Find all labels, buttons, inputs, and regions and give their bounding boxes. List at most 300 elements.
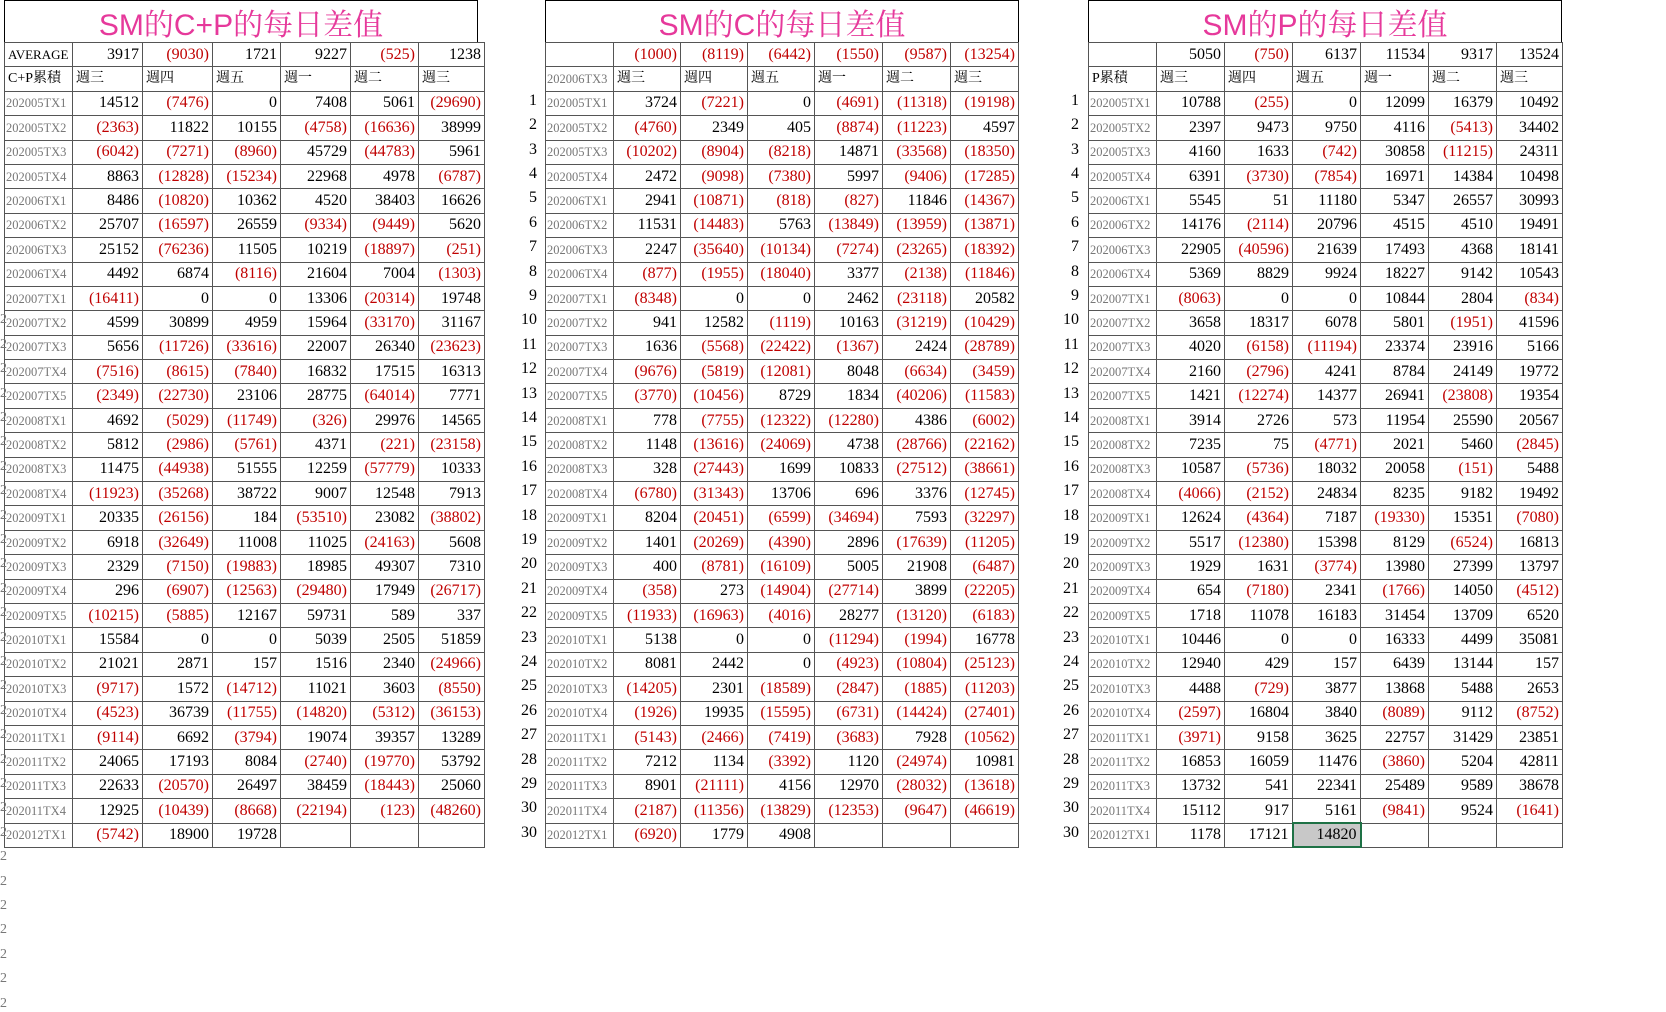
value-cell[interactable]: 4692 (73, 408, 143, 432)
value-cell[interactable]: 9473 (1225, 116, 1293, 140)
row-label-cell[interactable]: 202005TX3 (546, 140, 614, 164)
value-cell[interactable]: 18032 (1293, 457, 1361, 481)
value-cell[interactable]: 14050 (1429, 579, 1497, 603)
value-cell[interactable]: (57779) (351, 457, 419, 481)
value-cell[interactable]: 0 (143, 628, 213, 652)
value-cell[interactable]: 13868 (1361, 677, 1429, 701)
value-cell[interactable]: (9841) (1361, 799, 1429, 823)
value-cell[interactable]: (6907) (143, 579, 213, 603)
value-cell[interactable]: (11933) (614, 603, 681, 627)
value-cell[interactable]: 10155 (213, 116, 281, 140)
value-cell[interactable]: (12274) (1225, 384, 1293, 408)
value-cell[interactable]: 59731 (281, 603, 351, 627)
value-cell[interactable]: (5736) (1225, 457, 1293, 481)
value-cell[interactable]: 3625 (1293, 725, 1361, 749)
value-cell[interactable]: (5885) (143, 603, 213, 627)
row-label-cell[interactable]: 202011TX1 (546, 725, 614, 749)
row-label-cell[interactable]: 202008TX2 (5, 433, 73, 457)
value-cell[interactable]: 0 (1225, 286, 1293, 310)
row-label-cell[interactable]: 202010TX1 (1089, 628, 1157, 652)
value-cell[interactable]: 2341 (1293, 579, 1361, 603)
value-cell[interactable]: 51 (1225, 189, 1293, 213)
row-label-cell[interactable]: 202008TX3 (5, 457, 73, 481)
row-label-cell[interactable]: 202011TX2 (546, 750, 614, 774)
value-cell[interactable]: (18897) (351, 238, 419, 262)
value-cell[interactable]: 3603 (351, 677, 419, 701)
value-cell[interactable]: (1303) (419, 262, 485, 286)
value-cell[interactable]: (28789) (951, 335, 1019, 359)
value-cell[interactable]: (33568) (883, 140, 951, 164)
value-cell[interactable]: 13732 (1157, 774, 1225, 798)
value-cell[interactable]: 38403 (351, 189, 419, 213)
value-cell[interactable]: 36739 (143, 701, 213, 725)
value-cell[interactable]: 19772 (1497, 360, 1563, 384)
row-label-cell[interactable]: 202010TX2 (546, 652, 614, 676)
value-cell[interactable]: 9227 (281, 43, 351, 67)
value-cell[interactable]: (22205) (951, 579, 1019, 603)
value-cell[interactable]: (26717) (419, 579, 485, 603)
value-cell[interactable]: (20570) (143, 774, 213, 798)
value-cell[interactable]: (4523) (73, 701, 143, 725)
value-cell[interactable]: 30993 (1497, 189, 1563, 213)
value-cell[interactable]: 23851 (1497, 725, 1563, 749)
row-label-cell[interactable]: 202006TX3 (546, 67, 614, 91)
value-cell[interactable]: 10492 (1497, 91, 1563, 115)
value-cell[interactable]: 14384 (1429, 164, 1497, 188)
row-label-cell[interactable]: 202008TX1 (1089, 408, 1157, 432)
value-cell[interactable]: (31219) (883, 311, 951, 335)
row-label-cell[interactable]: 202011TX2 (1089, 750, 1157, 774)
row-label-cell[interactable]: 202006TX1 (546, 189, 614, 213)
value-cell[interactable]: 0 (1293, 91, 1361, 115)
value-cell[interactable]: (10134) (748, 238, 815, 262)
row-label-cell[interactable]: 202011TX3 (546, 774, 614, 798)
value-cell[interactable]: (9098) (681, 164, 748, 188)
row-label-cell[interactable]: 202006TX4 (1089, 262, 1157, 286)
row-label-cell[interactable]: 202008TX3 (1089, 457, 1157, 481)
value-cell[interactable]: 1699 (748, 457, 815, 481)
value-cell[interactable] (1361, 823, 1429, 847)
row-label-cell[interactable]: 202009TX3 (1089, 555, 1157, 579)
value-cell[interactable]: (18350) (951, 140, 1019, 164)
row-label-cell[interactable]: 202009TX2 (5, 530, 73, 554)
value-cell[interactable]: (2363) (73, 116, 143, 140)
value-cell[interactable]: (2138) (883, 262, 951, 286)
value-cell[interactable]: 12970 (815, 774, 883, 798)
row-label-cell[interactable]: 202010TX3 (1089, 677, 1157, 701)
value-cell[interactable]: 13144 (1429, 652, 1497, 676)
value-cell[interactable]: 週三 (1157, 67, 1225, 91)
value-cell[interactable]: (6183) (951, 603, 1019, 627)
value-cell[interactable]: (19198) (951, 91, 1019, 115)
value-cell[interactable]: (4390) (748, 530, 815, 554)
value-cell[interactable]: (4758) (281, 116, 351, 140)
value-cell[interactable]: 10543 (1497, 262, 1563, 286)
value-cell[interactable]: 4160 (1157, 140, 1225, 164)
value-cell[interactable]: (12081) (748, 360, 815, 384)
value-cell[interactable]: 778 (614, 408, 681, 432)
value-cell[interactable]: (8348) (614, 286, 681, 310)
value-cell[interactable]: 19492 (1497, 482, 1563, 506)
value-cell[interactable]: 2021 (1361, 433, 1429, 457)
value-cell[interactable]: (46619) (951, 799, 1019, 823)
value-cell[interactable] (951, 823, 1019, 847)
value-cell[interactable]: (7755) (681, 408, 748, 432)
value-cell[interactable]: (35640) (681, 238, 748, 262)
value-cell[interactable]: (11846) (951, 262, 1019, 286)
value-cell[interactable]: 1834 (815, 384, 883, 408)
value-cell[interactable]: (3459) (951, 360, 1019, 384)
value-cell[interactable]: 75 (1225, 433, 1293, 457)
value-cell[interactable]: 157 (1293, 652, 1361, 676)
row-label-cell[interactable]: 202008TX4 (5, 482, 73, 506)
value-cell[interactable]: 週三 (1497, 67, 1563, 91)
value-cell[interactable]: 週二 (1429, 67, 1497, 91)
value-cell[interactable]: (7380) (748, 164, 815, 188)
value-cell[interactable]: 5204 (1429, 750, 1497, 774)
value-cell[interactable]: 1516 (281, 652, 351, 676)
value-cell[interactable]: (10215) (73, 603, 143, 627)
value-cell[interactable]: 0 (1293, 628, 1361, 652)
row-label-cell[interactable]: 202010TX2 (1089, 652, 1157, 676)
value-cell[interactable]: (28766) (883, 433, 951, 457)
value-cell[interactable]: 10833 (815, 457, 883, 481)
value-cell[interactable]: 9317 (1429, 43, 1497, 67)
value-cell[interactable]: (35268) (143, 482, 213, 506)
value-cell[interactable]: (21111) (681, 774, 748, 798)
value-cell[interactable]: (4691) (815, 91, 883, 115)
value-cell[interactable]: 7187 (1293, 506, 1361, 530)
value-cell[interactable]: (8550) (419, 677, 485, 701)
value-cell[interactable]: (221) (351, 433, 419, 457)
value-cell[interactable]: 11505 (213, 238, 281, 262)
value-cell[interactable]: 1721 (213, 43, 281, 67)
value-cell[interactable]: (1766) (1361, 579, 1429, 603)
value-cell[interactable]: 4597 (951, 116, 1019, 140)
value-cell[interactable]: (11923) (73, 482, 143, 506)
row-label-cell[interactable]: 202010TX4 (1089, 701, 1157, 725)
row-label-cell[interactable]: 202007TX3 (546, 335, 614, 359)
value-cell[interactable]: (3794) (213, 725, 281, 749)
row-label-cell[interactable]: 202007TX3 (1089, 335, 1157, 359)
value-cell[interactable]: 1134 (681, 750, 748, 774)
value-cell[interactable]: 12167 (213, 603, 281, 627)
value-cell[interactable]: 8784 (1361, 360, 1429, 384)
value-cell[interactable]: 4020 (1157, 335, 1225, 359)
value-cell[interactable]: 8486 (73, 189, 143, 213)
value-cell[interactable]: (16597) (143, 213, 213, 237)
value-cell[interactable]: 0 (143, 286, 213, 310)
row-label-cell[interactable]: 202010TX2 (5, 652, 73, 676)
value-cell[interactable] (815, 823, 883, 847)
value-cell[interactable]: (3730) (1225, 164, 1293, 188)
row-label-cell[interactable] (546, 43, 614, 67)
row-label-cell[interactable]: 202007TX4 (1089, 360, 1157, 384)
value-cell[interactable]: 0 (748, 628, 815, 652)
value-cell[interactable]: 12582 (681, 311, 748, 335)
value-cell[interactable]: 2340 (351, 652, 419, 676)
value-cell[interactable]: 0 (748, 286, 815, 310)
value-cell[interactable]: 9158 (1225, 725, 1293, 749)
value-cell[interactable]: (38661) (951, 457, 1019, 481)
value-cell[interactable]: 2505 (351, 628, 419, 652)
value-cell[interactable]: 8129 (1361, 530, 1429, 554)
value-cell[interactable]: 11476 (1293, 750, 1361, 774)
value-cell[interactable]: 11531 (614, 213, 681, 237)
row-label-cell[interactable]: C+P累積 (5, 67, 73, 91)
row-label-cell[interactable]: 202007TX1 (1089, 286, 1157, 310)
value-cell[interactable]: 週五 (1293, 67, 1361, 91)
value-cell[interactable]: (15234) (213, 164, 281, 188)
value-cell[interactable]: (12280) (815, 408, 883, 432)
value-cell[interactable]: 2247 (614, 238, 681, 262)
value-cell[interactable]: 7593 (883, 506, 951, 530)
value-cell[interactable]: (3971) (1157, 725, 1225, 749)
value-cell[interactable]: 3840 (1293, 701, 1361, 725)
value-cell[interactable]: (5029) (143, 408, 213, 432)
value-cell[interactable]: 12099 (1361, 91, 1429, 115)
value-cell[interactable]: 6692 (143, 725, 213, 749)
value-cell[interactable]: 1572 (143, 677, 213, 701)
value-cell[interactable]: (6920) (614, 823, 681, 847)
value-cell[interactable]: 8729 (748, 384, 815, 408)
value-cell[interactable]: (20451) (681, 506, 748, 530)
value-cell[interactable]: (10562) (951, 725, 1019, 749)
value-cell[interactable]: 2424 (883, 335, 951, 359)
value-cell[interactable]: 19074 (281, 725, 351, 749)
value-cell[interactable]: 14377 (1293, 384, 1361, 408)
value-cell[interactable]: (10202) (614, 140, 681, 164)
value-cell[interactable]: 4520 (281, 189, 351, 213)
value-cell[interactable]: 20796 (1293, 213, 1361, 237)
value-cell[interactable]: (33616) (213, 335, 281, 359)
value-cell[interactable]: 4241 (1293, 360, 1361, 384)
value-cell[interactable]: (7840) (213, 360, 281, 384)
row-label-cell[interactable]: 202010TX4 (546, 701, 614, 725)
value-cell[interactable]: 22905 (1157, 238, 1225, 262)
value-cell[interactable] (1497, 823, 1563, 847)
value-cell[interactable]: 14176 (1157, 213, 1225, 237)
value-cell[interactable]: (1119) (748, 311, 815, 335)
value-cell[interactable]: 5039 (281, 628, 351, 652)
value-cell[interactable]: (827) (815, 189, 883, 213)
value-cell[interactable]: (4923) (815, 652, 883, 676)
value-cell[interactable]: 28277 (815, 603, 883, 627)
value-cell[interactable]: (11583) (951, 384, 1019, 408)
value-cell[interactable]: 22341 (1293, 774, 1361, 798)
value-cell[interactable]: 34402 (1497, 116, 1563, 140)
row-label-cell[interactable]: 202005TX2 (1089, 116, 1157, 140)
value-cell[interactable]: 24149 (1429, 360, 1497, 384)
value-cell[interactable]: 13289 (419, 725, 485, 749)
value-cell[interactable]: (7221) (681, 91, 748, 115)
value-cell[interactable]: 7235 (1157, 433, 1225, 457)
value-cell[interactable]: 18317 (1225, 311, 1293, 335)
value-cell[interactable]: (3770) (614, 384, 681, 408)
row-label-cell[interactable]: 202007TX5 (546, 384, 614, 408)
value-cell[interactable]: 週一 (281, 67, 351, 91)
row-label-cell[interactable]: 202012TX1 (1089, 823, 1157, 847)
row-label-cell[interactable]: 202011TX4 (546, 799, 614, 823)
value-cell[interactable]: 273 (681, 579, 748, 603)
value-cell[interactable]: 13797 (1497, 555, 1563, 579)
value-cell[interactable]: 4499 (1429, 628, 1497, 652)
value-cell[interactable]: (16963) (681, 603, 748, 627)
value-cell[interactable]: 6137 (1293, 43, 1361, 67)
value-cell[interactable]: 週三 (614, 67, 681, 91)
value-cell[interactable]: (12745) (951, 482, 1019, 506)
value-cell[interactable]: 573 (1293, 408, 1361, 432)
value-cell[interactable]: 週五 (748, 67, 815, 91)
value-cell[interactable]: (3860) (1361, 750, 1429, 774)
value-cell[interactable] (351, 823, 419, 847)
value-cell[interactable]: (11203) (951, 677, 1019, 701)
value-cell[interactable]: 5488 (1429, 677, 1497, 701)
value-cell[interactable]: (14820) (281, 701, 351, 725)
value-cell[interactable]: 11822 (143, 116, 213, 140)
value-cell[interactable]: (6780) (614, 482, 681, 506)
value-cell[interactable]: 11025 (281, 530, 351, 554)
row-label-cell[interactable]: 202009TX4 (1089, 579, 1157, 603)
value-cell[interactable]: (2845) (1497, 433, 1563, 457)
value-cell[interactable]: (2597) (1157, 701, 1225, 725)
row-label-cell[interactable]: 202007TX4 (546, 360, 614, 384)
value-cell[interactable]: 296 (73, 579, 143, 603)
value-cell[interactable]: 0 (1293, 286, 1361, 310)
value-cell[interactable]: (2466) (681, 725, 748, 749)
value-cell[interactable]: 13709 (1429, 603, 1497, 627)
value-cell[interactable]: 18900 (143, 823, 213, 847)
value-cell[interactable]: (5143) (614, 725, 681, 749)
value-cell[interactable]: 5005 (815, 555, 883, 579)
value-cell[interactable]: 0 (748, 91, 815, 115)
value-cell[interactable]: 17121 (1225, 823, 1293, 847)
value-cell[interactable]: 35081 (1497, 628, 1563, 652)
value-cell[interactable]: (24966) (419, 652, 485, 676)
row-label-cell[interactable]: 202009TX5 (1089, 603, 1157, 627)
value-cell[interactable]: 4978 (351, 164, 419, 188)
value-cell[interactable]: 10219 (281, 238, 351, 262)
value-cell[interactable]: 11954 (1361, 408, 1429, 432)
value-cell[interactable]: (53510) (281, 506, 351, 530)
value-cell[interactable]: (1000) (614, 43, 681, 67)
value-cell[interactable]: 22757 (1361, 725, 1429, 749)
value-cell[interactable]: 20582 (951, 286, 1019, 310)
value-cell[interactable]: (8960) (213, 140, 281, 164)
value-cell[interactable]: 49307 (351, 555, 419, 579)
value-cell[interactable]: (9334) (281, 213, 351, 237)
value-cell[interactable]: 22007 (281, 335, 351, 359)
value-cell[interactable]: (33170) (351, 311, 419, 335)
value-cell[interactable]: 1718 (1157, 603, 1225, 627)
value-cell[interactable]: 328 (614, 457, 681, 481)
value-cell[interactable]: (20314) (351, 286, 419, 310)
value-cell[interactable]: (8752) (1497, 701, 1563, 725)
value-cell[interactable]: 18227 (1361, 262, 1429, 286)
value-cell[interactable]: (1550) (815, 43, 883, 67)
value-cell[interactable]: 5545 (1157, 189, 1225, 213)
value-cell[interactable]: (1955) (681, 262, 748, 286)
value-cell[interactable]: 38678 (1497, 774, 1563, 798)
value-cell[interactable]: (13959) (883, 213, 951, 237)
row-label-cell[interactable] (1089, 43, 1157, 67)
value-cell[interactable]: 38999 (419, 116, 485, 140)
row-label-cell[interactable]: 202006TX2 (5, 213, 73, 237)
row-label-cell[interactable]: 202011TX4 (5, 799, 73, 823)
value-cell[interactable]: 0 (1225, 628, 1293, 652)
value-cell[interactable]: (23265) (883, 238, 951, 262)
value-cell[interactable]: 5166 (1497, 335, 1563, 359)
value-cell[interactable]: (12380) (1225, 530, 1293, 554)
value-cell[interactable]: 5460 (1429, 433, 1497, 457)
value-cell[interactable]: (4016) (748, 603, 815, 627)
value-cell[interactable]: (9030) (143, 43, 213, 67)
value-cell[interactable]: 19728 (213, 823, 281, 847)
row-label-cell[interactable]: 202009TX4 (5, 579, 73, 603)
value-cell[interactable]: (23623) (419, 335, 485, 359)
value-cell[interactable]: (16411) (73, 286, 143, 310)
value-cell[interactable]: 1120 (815, 750, 883, 774)
value-cell[interactable]: 週一 (815, 67, 883, 91)
value-cell[interactable]: (151) (1429, 457, 1497, 481)
value-cell[interactable]: (10871) (681, 189, 748, 213)
value-cell[interactable]: 16778 (951, 628, 1019, 652)
value-cell[interactable]: (27512) (883, 457, 951, 481)
value-cell[interactable]: (31343) (681, 482, 748, 506)
value-cell[interactable]: 週五 (213, 67, 281, 91)
value-cell[interactable]: 157 (213, 652, 281, 676)
value-cell[interactable]: 1178 (1157, 823, 1225, 847)
value-cell[interactable]: (2847) (815, 677, 883, 701)
value-cell[interactable]: 21604 (281, 262, 351, 286)
value-cell[interactable]: 25489 (1361, 774, 1429, 798)
value-cell[interactable]: 10981 (951, 750, 1019, 774)
row-label-cell[interactable]: 202005TX1 (1089, 91, 1157, 115)
value-cell[interactable]: (123) (351, 799, 419, 823)
value-cell[interactable]: 0 (213, 628, 281, 652)
value-cell[interactable]: 4510 (1429, 213, 1497, 237)
row-label-cell[interactable]: 202006TX4 (546, 262, 614, 286)
value-cell[interactable]: 13980 (1361, 555, 1429, 579)
value-cell[interactable]: (2152) (1225, 482, 1293, 506)
value-cell[interactable]: 週二 (883, 67, 951, 91)
value-cell[interactable]: 6439 (1361, 652, 1429, 676)
row-label-cell[interactable]: 202012TX1 (5, 823, 73, 847)
value-cell[interactable]: (27401) (951, 701, 1019, 725)
value-cell[interactable]: 9524 (1429, 799, 1497, 823)
value-cell[interactable]: (13120) (883, 603, 951, 627)
value-cell[interactable]: (16109) (748, 555, 815, 579)
value-cell[interactable]: 941 (614, 311, 681, 335)
value-cell[interactable]: (1926) (614, 701, 681, 725)
value-cell[interactable]: 20335 (73, 506, 143, 530)
value-cell[interactable]: 16971 (1361, 164, 1429, 188)
value-cell[interactable]: 24065 (73, 750, 143, 774)
value-cell[interactable]: (12828) (143, 164, 213, 188)
value-cell[interactable]: 1929 (1157, 555, 1225, 579)
value-cell[interactable]: 1636 (614, 335, 681, 359)
value-cell[interactable]: (12322) (748, 408, 815, 432)
row-label-cell[interactable]: 202007TX2 (5, 311, 73, 335)
value-cell[interactable]: (11205) (951, 530, 1019, 554)
value-cell[interactable]: 26340 (351, 335, 419, 359)
value-cell[interactable]: (23808) (1429, 384, 1497, 408)
row-label-cell[interactable]: 202011TX4 (1089, 799, 1157, 823)
row-label-cell[interactable]: 202006TX1 (5, 189, 73, 213)
value-cell[interactable]: (10429) (951, 311, 1019, 335)
value-cell[interactable]: 4368 (1429, 238, 1497, 262)
value-cell[interactable]: 12925 (73, 799, 143, 823)
